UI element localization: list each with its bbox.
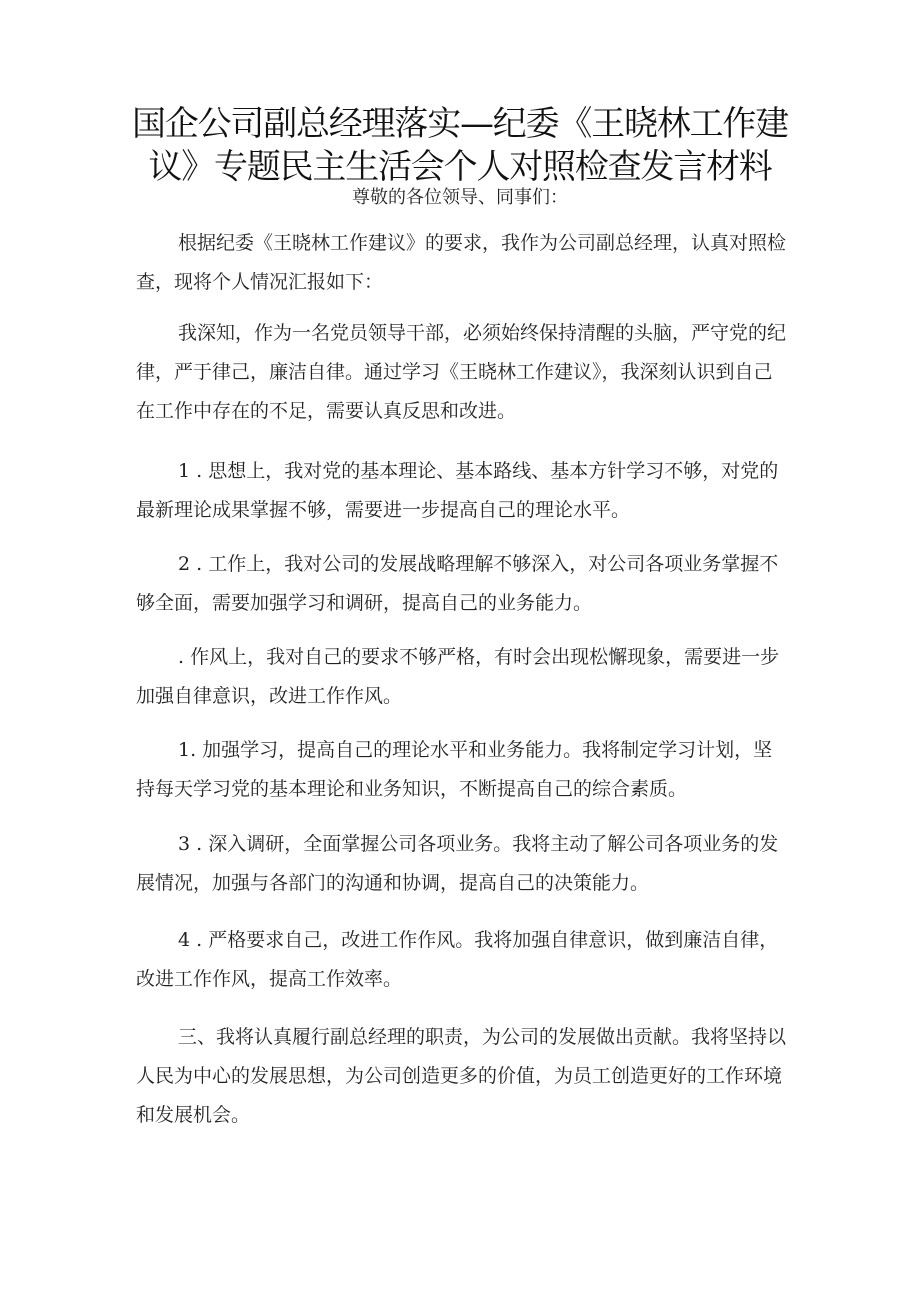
paragraph-intro: 根据纪委《王晓林工作建议》的要求，我作为公司副总经理，认真对照检查，现将个人情况汇报如下： — [136, 232, 787, 293]
paragraph-duty: 三、我将认真履行副总经理的职责，为公司的发展做出贡献。我将坚持以人民为中心的发展思想，为公司创造更多的价值，为员工创造更好的工作环境和发展机会。 — [136, 1026, 787, 1126]
document-title: 国企公司副总经理落实—纪委《王晓林工作建议》专题民主生活会个人对照检查发言材料 — [132, 104, 788, 187]
greeting: 尊敬的各位领导、同事们： — [352, 187, 568, 208]
paragraph-measure-study: 1. 加强学习，提高自己的理论水平和业务能力。我将制定学习计划，坚持每天学习党的基本理论和业务知识，不断提高自己的综合素质。 — [136, 739, 773, 800]
paragraph-measure-discipline: 4 . 严格要求自己，改进工作作风。我将加强自律意识，做到廉洁自律，改进工作作风，提高工作效率。 — [136, 929, 779, 990]
paragraph-measure-research: 3 . 深入调研，全面掌握公司各项业务。我将主动了解公司各项业务的发展情况，加强与各部门的沟通和协调，提高自己的决策能力。 — [136, 833, 779, 894]
paragraph-issue-work: 2 . 工作上，我对公司的发展战略理解不够深入，对公司各项业务掌握不够全面，需要加强学习和调研，提高自己的业务能力。 — [136, 553, 779, 614]
paragraph-awareness: 我深知，作为一名党员领导干部，必须始终保持清醒的头脑，严守党的纪律，严于律己，廉洁自律。通过学习《王晓林工作建议》，我深刻认识到自己在工作中存在的不足，需要认真反思和改进。 — [136, 322, 787, 422]
paragraph-issue-style: . 作风上，我对自己的要求不够严格，有时会出现松懈现象，需要进一步加强自律意识，改进工作作风。 — [136, 646, 780, 707]
paragraph-issue-thinking: 1 . 思想上，我对党的基本理论、基本路线、基本方针学习不够，对党的最新理论成果掌握不够，需要进一步提高自己的理论水平。 — [136, 460, 779, 521]
